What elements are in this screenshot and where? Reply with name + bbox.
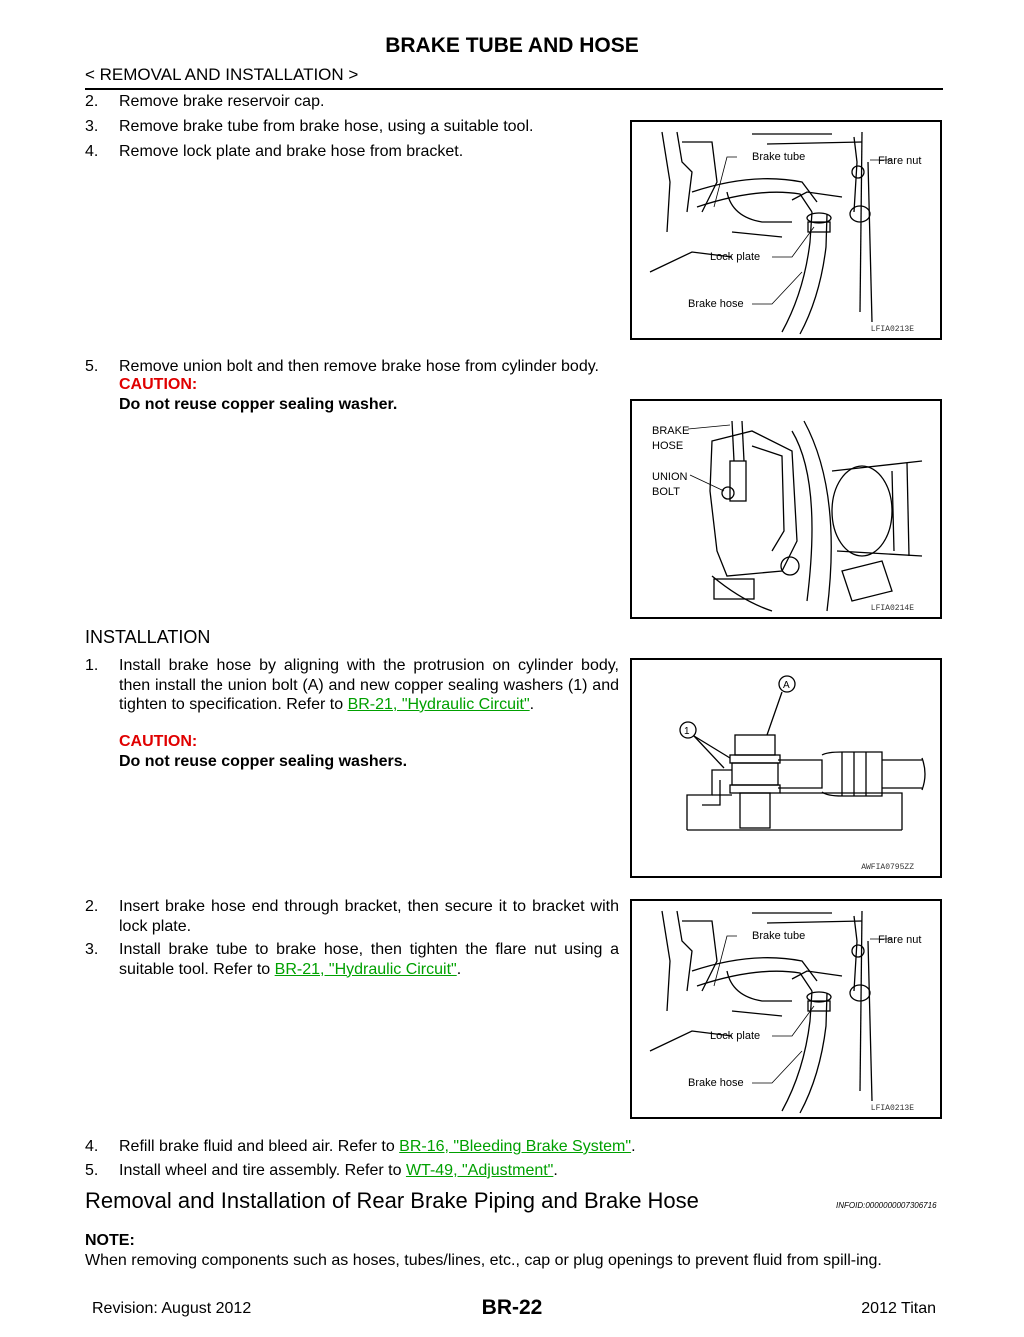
installation-step-2	[85, 897, 621, 937]
step-number: 1.	[85, 657, 99, 674]
caution-text: Do not reuse copper sealing washers.	[119, 753, 408, 770]
figure-id: LFIA0214E	[870, 604, 914, 613]
figure-brake-tube-hose	[630, 120, 942, 340]
step-text-container	[119, 940, 619, 979]
figure-caliper-union-bolt	[630, 399, 942, 619]
label-flare-nut: Flare nut	[878, 934, 922, 946]
step-text: Install wheel and tire assembly. Refer to	[119, 1162, 406, 1179]
union-bolt-washers-diagram	[632, 660, 940, 876]
label-brake-hose: Brake hose	[688, 1077, 744, 1089]
installation-step-4	[85, 1137, 885, 1157]
link-wt-49-adjustment[interactable]: WT-49, "Adjustment"	[405, 1162, 554, 1179]
label-brake-hose: Brake hose	[688, 298, 744, 310]
step-number: 3.	[85, 118, 99, 135]
step-text: Remove brake tube from brake hose, using a suitable tool.	[119, 118, 534, 135]
step-text-end: .	[631, 1138, 636, 1155]
removal-step-3	[85, 117, 625, 137]
page-title: BRAKE TUBE AND HOSE	[385, 34, 639, 57]
link-br-16-bleeding-brake-system[interactable]: BR-16, "Bleeding Brake System"	[399, 1138, 632, 1155]
caution-label: CAUTION:	[119, 733, 198, 750]
step-text: Refill brake fluid and bleed air. Refer to	[119, 1138, 400, 1155]
step-text: Insert brake hose end through bracket, then secure it to bracket with lock plate.	[119, 898, 619, 935]
link-br-21-hydraulic-circuit[interactable]: BR-21, "Hydraulic Circuit"	[347, 696, 530, 713]
callout-1: 1	[684, 726, 690, 737]
rear-section-heading: Removal and Installation of Rear Brake Piping and Brake Hose	[85, 1188, 699, 1213]
removal-step-2	[85, 92, 625, 112]
label-brake-tube: Brake tube	[752, 930, 806, 942]
figure-id: LFIA0213E	[870, 1104, 914, 1113]
header-divider	[85, 88, 943, 90]
footer-model: 2012 Titan	[861, 1300, 936, 1317]
label-union: UNION	[652, 471, 688, 483]
figure-brake-tube-hose-install	[630, 899, 942, 1119]
caution-label: CAUTION:	[119, 376, 198, 393]
label-bolt: BOLT	[652, 486, 680, 498]
step-number: 4.	[85, 1138, 99, 1155]
caliper-union-bolt-diagram	[632, 401, 940, 617]
figure-id: AWFIA0795ZZ	[861, 863, 914, 872]
step-text: Remove lock plate and brake hose from bracket.	[119, 143, 464, 160]
note-text: When removing components such as hoses, tubes/lines, etc., cap or plug openings to prevent fluid from spill-ing.	[85, 1252, 882, 1269]
step-number: 2.	[85, 93, 99, 110]
step-text-container	[119, 656, 619, 715]
label-brake-tube: Brake tube	[752, 151, 806, 163]
step-number: 5.	[85, 1162, 99, 1179]
label-brake: BRAKE	[652, 425, 690, 437]
step-number: 3.	[85, 941, 99, 958]
step-text-container	[119, 1161, 558, 1181]
installation-heading: INSTALLATION	[85, 627, 211, 647]
link-br-21-hydraulic-circuit[interactable]: BR-21, "Hydraulic Circuit"	[274, 960, 457, 978]
label-flare-nut: Flare nut	[878, 155, 922, 167]
brake-tube-hose-diagram	[632, 901, 940, 1117]
step-number: 4.	[85, 143, 99, 160]
label-hose: HOSE	[652, 440, 684, 452]
step-text: Install brake tube to brake hose, then tighten the flare nut using a suitable tool. Refer to	[119, 941, 619, 978]
installation-step-5	[85, 1161, 885, 1181]
page-number: BR-22	[481, 1296, 543, 1319]
step-text: Install brake hose by aligning with the protrusion on cylinder body, then install the union bolt (A) and new copper sealing washers (1) and tighten to specification. Refer to	[119, 657, 619, 713]
step-number: 2.	[85, 898, 99, 915]
label-lock-plate: Lock plate	[710, 1030, 761, 1042]
callout-a: A	[783, 680, 790, 691]
step-text: Remove union bolt and then remove brake hose from cylinder body.	[119, 358, 599, 375]
step-text: Remove brake reservoir cap.	[119, 93, 325, 110]
step-number: 5.	[85, 358, 99, 375]
brake-tube-hose-diagram	[632, 122, 940, 338]
label-lock-plate: Lock plate	[710, 251, 761, 263]
installation-step-3	[85, 940, 621, 980]
step-text-end: .	[529, 696, 535, 713]
breadcrumb: < REMOVAL AND INSTALLATION >	[85, 65, 359, 84]
removal-step-5	[85, 357, 665, 377]
step-text-end: .	[553, 1162, 558, 1179]
note-label: NOTE:	[85, 1232, 135, 1249]
step-text-end: .	[456, 960, 462, 978]
step-text-container	[119, 1137, 636, 1157]
figure-id: LFIA0213E	[870, 325, 914, 334]
info-id: INFOID:0000000007306716	[836, 1201, 937, 1210]
removal-step-4	[85, 142, 625, 162]
figure-union-bolt-washers	[630, 658, 942, 878]
caution-text: Do not reuse copper sealing washer.	[119, 396, 398, 413]
footer-revision: Revision: August 2012	[92, 1300, 252, 1317]
installation-step-1	[85, 656, 621, 736]
